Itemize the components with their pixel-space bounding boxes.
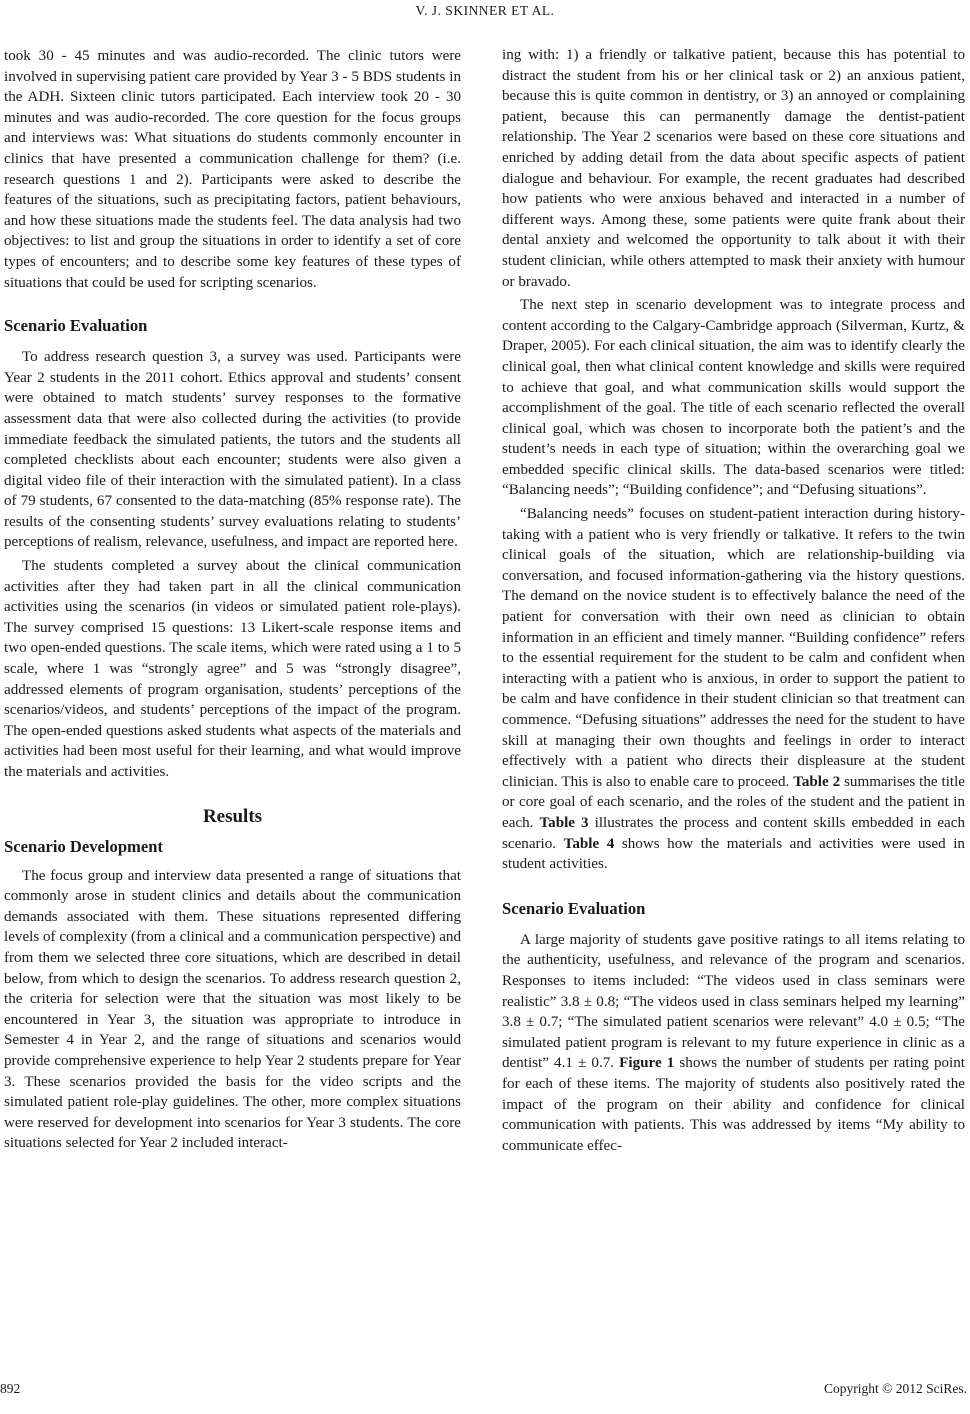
paragraph-text: illustrates the process and content skills embedded in each scenario. (502, 814, 965, 852)
paragraph: The next step in scenario development was to integrate process and content according to the Calgary-Cambridge approach (Silverman, Kurtz, & Draper, 2005). For each clinical situation, the aim was to identify clearly the clinical goal, then what clinical content knowledge and skills were required to achieve that goal, and what communication skills would support the accomplishment of the goal. The title of each scenario reflected the overall clinical goal, which was chosen to incorporate both the patient’s and the student’s needs in each type of situation; within the overarching goal we embedded specific clinical skills. The data-based scenarios were titled: “Balancing needs”; “Building confidence”; and “Defusing situations”. (502, 297, 965, 499)
paragraph-text: summarises the title or core goal of each scenario, and the roles of the student and the patient in each. (502, 773, 965, 831)
section-heading: Scenario Evaluation (502, 898, 646, 918)
paragraph-text: shows the number of students per rating point for each of these items. The majority of students also positively rated the impact of the program on their ability and confidence for clinical communication with patients. This was addressed by items “My ability to communicate effec- (502, 1055, 965, 1154)
table-3-reference[interactable]: Table 3 (539, 814, 589, 831)
copyright-notice: Copyright © 2012 SciRes. (823, 1381, 967, 1396)
paragraph: ing with: 1) a friendly or talkative patient, because this has potential to distract the student from his or her clinical task or 2) an anxious patient, because this is quite common in dentistry, or 3) an annoyed or complaining patient, because this can permanently damage the dentist-patient relationship. The Year 2 scenarios were based on these core situations and enriched by adding detail from the data about specific aspects of patient dialogue and behaviour. For example, the recent graduates had described how patients who were anxious behaved and interacted in a number of different ways. Among these, some patients were quite frank about their dental anxiety and welcomed the opportunity to talk about it with their student clinician, while others attempted to mask their anxiety with humour or bravado. (502, 47, 965, 290)
figure-1-reference[interactable]: Figure 1 (619, 1055, 675, 1072)
paragraph-text: shows how the materials and activities were used in student activities. (502, 835, 965, 873)
paragraph: The students completed a survey about the clinical communication activities after they had taken part in all the clinical communication activities using the scenarios (in videos or simulated patient role-plays). The survey comprised 15 questions: 13 Likert-scale response items and two open-ended questions. The scale items, which were rated using a 1 to 5 scale, where 1 was “strongly agree” and 5 was “strongly disagree”, addressed elements of program organisation, students’ perceptions of the scenarios/videos, and students’ perceptions of the impact of the program. The open-ended questions asked students what aspects of the materials and activities had been most useful for their learning, and what would improve the materials and activities. (4, 558, 461, 780)
paragraph: took 30 - 45 minutes and was audio-recorded. The clinic tutors were involved in supervising patient care provided by Year 3 - 5 BDS students in the ADH. Sixteen clinic tutors participated. Each interview took 20 - 30 minutes and was audio-recorded. The core question for the focus groups and interviews was: What situations do students commonly encounter in clinics that have presented a communication challenge for them? (i.e. research questions 1 and 2). Participants were asked to describe the features of the situations, such as precipitating factors, patient behaviours, and how these situations made the students feel. The data analysis had two objectives: to list and group the situations in order to identify a set of core types of encounters; and to describe some key features of these types of situations that could be used for scripting scenarios. (4, 48, 461, 291)
paragraph (502, 930, 965, 1157)
section-heading: Scenario Development (4, 836, 163, 856)
table-2-reference[interactable]: Table 2 (793, 773, 841, 790)
paragraph: The focus group and interview data presented a range of situations that commonly arose in student clinics and details about the communication demands associated with them. These situations represented differing levels of complexity (from a clinical and a communication perspective) and from them we selected three core situations, which are described in detail below, from which to design the scenarios. To address research question 2, the criteria for selection were that the situation was most likely to be encountered in Year 3, the situation was appropriate to introduce in Semester 4 in Year 2, and the range of situations and scenarios would provide comprehensive experience to help Year 2 students prepare for Year 3. These scenarios provided the basis for the video scripts and the simulated patient role-play guidelines. The other, more complex situations were reserved for development into scenarios for Year 3 students. The core situations selected for Year 2 included interact- (4, 867, 461, 1152)
results-heading: Results (202, 805, 263, 827)
paragraph-text: A large majority of students gave positive ratings to all items relating to the authenticity, usefulness, and relevance of the program and scenarios. Responses to items included: “The videos used in class seminars were realistic” 3.8 ± 0.8; “The videos used in class seminars helped my learning” 3.8 ± 0.7; “The simulated patient scenarios were relevant” 4.0 ± 0.5; “The simulated patient program is relevant to my future experience in clinic as a dentist” 4.1 ± 0.7. (502, 931, 965, 1072)
running-head: V. J. SKINNER ET AL. (415, 3, 555, 18)
page-number: 892 (0, 1381, 21, 1396)
section-heading: Scenario Evaluation (4, 316, 148, 336)
left-column (4, 46, 461, 1154)
paragraph: To address research question 3, a survey was used. Participants were Year 2 students in the 2011 cohort. Ethics approval and students’ consent were obtained to match students’ survey responses to the formative assessment data that were also collected during the activities (to provide immediate feedback the simulated patients, the tutors and the students all completed checklists about each encounter; students were also given a digital video file of their interaction with the simulated patient). In a class of 79 students, 67 consented to the data-matching (85% response rate). The results of the consenting students’ survey evaluations relating to students’ perceptions of realism, relevance, usefulness, and impact are reported here. (4, 349, 461, 551)
paragraph-text: “Balancing needs” focuses on student-patient interaction during history-taking with a patient who is very friendly or talkative. It refers to the twin clinical goals of the situation, which are relationship-building via conversation, and focused information-gathering via the history questions. The demand on the novice student is to effectively balance the need of the patient for conversation with their own need as clinician to obtain information in an efficient and timely manner. “Building confidence” refers to the essential requirement for the student to be calm and confident when interacting with a patient who is anxious, in order to support the patient to be calm and have confidence in their student clinician so that treatment can commence. “Defusing situations” addresses the need for the student to have skill at managing their own thoughts and feelings in order to interact effectively with a patient who directs their displeasure at the student clinician. This is also to enable care to proceed. (502, 506, 965, 790)
paragraph (502, 504, 965, 875)
table-4-reference[interactable]: Table 4 (563, 835, 615, 852)
right-column (502, 45, 965, 1156)
